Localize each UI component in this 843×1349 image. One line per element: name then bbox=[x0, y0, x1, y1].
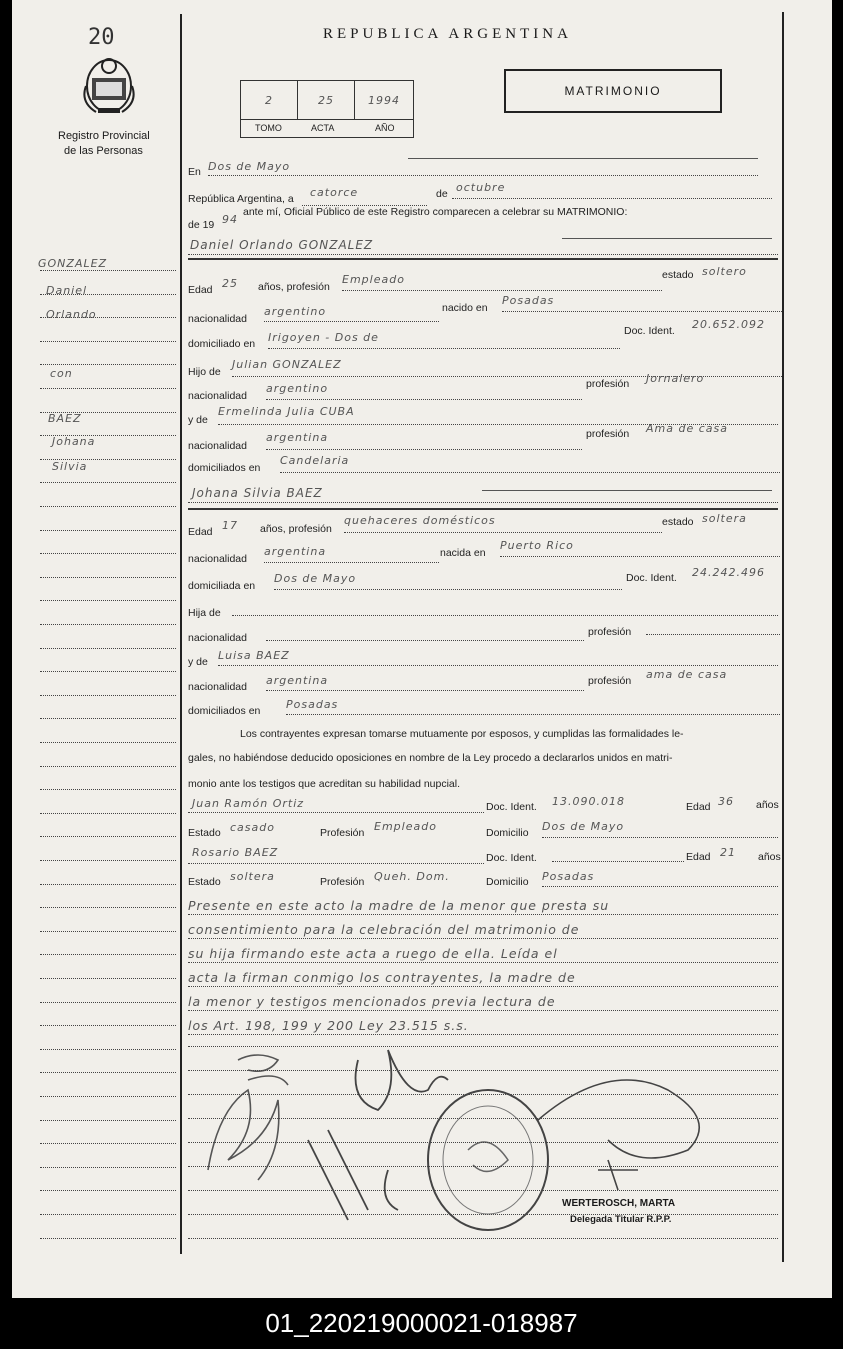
bride-nacida-value: Puerto Rico bbox=[500, 539, 574, 552]
note-line-2: consentimiento para la celebración del matrimonio de bbox=[188, 922, 580, 937]
bride-madre-prof-value: ama de casa bbox=[646, 668, 728, 681]
margin-rule bbox=[40, 766, 176, 767]
bottom-rule bbox=[188, 1070, 778, 1071]
note-line-6: los Art. 198, 199 y 200 Ley 23.515 s.s. bbox=[188, 1018, 469, 1033]
witness1-dom-label: Domicilio bbox=[486, 827, 529, 839]
margin-rule bbox=[40, 1025, 176, 1026]
document-page bbox=[12, 0, 832, 1298]
margin-rule bbox=[40, 1214, 176, 1215]
registry-name-line1: Registro Provincial bbox=[58, 130, 150, 142]
groom-domiciliado-label: domiciliado en bbox=[188, 338, 256, 350]
ano-label: AÑO bbox=[375, 123, 395, 133]
signature-oficial bbox=[538, 1080, 699, 1190]
margin-rule bbox=[40, 1120, 176, 1121]
record-type-label: MATRIMONIO bbox=[564, 84, 662, 98]
note-rule bbox=[188, 938, 778, 939]
margin-rule bbox=[40, 1096, 176, 1097]
groom-padre-value: Julian GONZALEZ bbox=[232, 358, 342, 371]
bride-doc-value: 24.242.496 bbox=[692, 566, 765, 579]
groom-padre-prof-label: profesión bbox=[586, 378, 630, 390]
groom-profesion-value: Empleado bbox=[342, 273, 405, 286]
bottom-rule bbox=[188, 1214, 778, 1215]
bride-profesion-value: quehaceres domésticos bbox=[344, 514, 496, 527]
bride-doc-label: Doc. Ident. bbox=[626, 572, 677, 584]
witness2-estado-label: Estado bbox=[188, 876, 221, 888]
margin-rule bbox=[40, 482, 176, 483]
note-rule bbox=[188, 962, 778, 963]
republica-label: República Argentina, a bbox=[188, 193, 294, 205]
bride-estado-label: estado bbox=[662, 516, 694, 528]
bride-nacionalidad-label: nacionalidad bbox=[188, 553, 247, 565]
margin-rule bbox=[40, 954, 176, 955]
acta-label: ACTA bbox=[311, 123, 335, 133]
groom-madre-prof-value: Ama de casa bbox=[646, 422, 728, 435]
groom-edad-value: 25 bbox=[222, 277, 238, 290]
margin-rule bbox=[40, 341, 176, 342]
bride-padre-prof-label: profesión bbox=[588, 626, 632, 638]
bride-nacionalidad-value: argentina bbox=[264, 545, 327, 558]
witness1-doc-label: Doc. Ident. bbox=[486, 801, 537, 813]
witness2-dom: Posadas bbox=[542, 870, 595, 883]
groom-padre-nac-value: argentino bbox=[266, 382, 329, 395]
bride-domiciliados-value: Posadas bbox=[286, 698, 339, 711]
margin-rule bbox=[40, 294, 176, 295]
groom-estado-value: soltero bbox=[702, 265, 747, 278]
groom-name: Daniel Orlando GONZALEZ bbox=[190, 238, 374, 252]
bride-madre-value: Luisa BAEZ bbox=[218, 649, 290, 662]
margin-rule bbox=[40, 459, 176, 460]
official-name: WERTEROSCH, MARTA bbox=[562, 1198, 676, 1209]
bottom-rule bbox=[188, 1046, 778, 1047]
margin-rule bbox=[40, 695, 176, 696]
mes-value: octubre bbox=[456, 181, 506, 194]
witness1-dom: Dos de Mayo bbox=[542, 820, 625, 833]
bride-madre-prof-label: profesión bbox=[588, 675, 632, 687]
groom-edad-label: Edad bbox=[188, 284, 213, 296]
note-line-5: la menor y testigos mencionados previa lectura de bbox=[188, 994, 556, 1009]
witness1-estado: casado bbox=[230, 821, 275, 834]
declaration-line-1: Los contrayentes expresan tomarse mutuamente por esposos, y cumplidas las formalidades le- bbox=[240, 728, 684, 740]
groom-domicilio-value: Irigoyen - Dos de bbox=[268, 331, 379, 344]
bride-domicilio-value: Dos de Mayo bbox=[274, 572, 357, 585]
margin-rule bbox=[40, 860, 176, 861]
image-id-footer bbox=[0, 1298, 843, 1349]
note-line-4: acta la firman conmigo los contrayentes, la madre de bbox=[188, 970, 576, 985]
margin-rule bbox=[40, 530, 176, 531]
margin-rule bbox=[40, 364, 176, 365]
groom-anos-profesion-label: años, profesión bbox=[258, 281, 330, 293]
dia-value: catorce bbox=[310, 186, 359, 199]
groom-padre-prof-value: Jornalero bbox=[646, 372, 705, 385]
margin-rule bbox=[40, 412, 176, 413]
tomo-label: TOMO bbox=[255, 123, 282, 133]
declaration-line-3: monio ante los testigos que acreditan su habilidad nupcial. bbox=[188, 778, 461, 790]
page-number: 20 bbox=[88, 25, 115, 50]
witness2-edad-label: Edad bbox=[686, 851, 711, 863]
margin-rule bbox=[40, 1072, 176, 1073]
note-line-1: Presente en este acto la madre de la menor que presta su bbox=[188, 898, 610, 913]
de-label: de bbox=[436, 188, 448, 200]
margin-line-3: Orlando bbox=[46, 308, 97, 321]
bride-edad-value: 17 bbox=[222, 519, 238, 532]
margin-rule bbox=[40, 624, 176, 625]
tomo-value: 2 bbox=[241, 81, 298, 119]
groom-yde-label: y de bbox=[188, 414, 208, 426]
margin-rule bbox=[40, 789, 176, 790]
bride-madre-nac-label: nacionalidad bbox=[188, 681, 247, 693]
witness1-name: Juan Ramón Ortiz bbox=[192, 797, 305, 810]
signatures-drawing bbox=[188, 1030, 748, 1260]
tomo-acta-box bbox=[240, 80, 414, 138]
margin-rule bbox=[40, 1143, 176, 1144]
witness2-dom-label: Domicilio bbox=[486, 876, 529, 888]
groom-domiciliados-value: Candelaria bbox=[280, 454, 350, 467]
groom-madre-prof-label: profesión bbox=[586, 428, 630, 440]
groom-madre-nac-value: argentina bbox=[266, 431, 329, 444]
margin-line-1: GONZALEZ bbox=[38, 257, 108, 270]
right-column-rule bbox=[782, 12, 784, 1262]
groom-nacido-value: Posadas bbox=[502, 294, 555, 307]
groom-madre-value: Ermelinda Julia CUBA bbox=[218, 405, 355, 418]
note-rule bbox=[188, 986, 778, 987]
groom-madre-nac-label: nacionalidad bbox=[188, 440, 247, 452]
margin-rule bbox=[40, 1002, 176, 1003]
margin-rule bbox=[40, 907, 176, 908]
margin-rule bbox=[40, 648, 176, 649]
witness1-edad: 36 bbox=[718, 795, 734, 808]
signature-testigo bbox=[308, 1050, 448, 1220]
bride-hija-label: Hija de bbox=[188, 607, 221, 619]
official-title: Delegada Titular R.P.P. bbox=[570, 1214, 672, 1225]
margin-rule bbox=[40, 270, 176, 271]
witness2-prof: Queh. Dom. bbox=[374, 870, 450, 883]
year-prefix: de 19 bbox=[188, 219, 215, 231]
witness2-estado: soltera bbox=[230, 870, 275, 883]
margin-line-4: con bbox=[50, 367, 73, 380]
coat-of-arms-icon bbox=[78, 52, 140, 118]
groom-nacionalidad-label: nacionalidad bbox=[188, 313, 247, 325]
groom-nacionalidad-value: argentino bbox=[264, 305, 327, 318]
bride-madre-nac-value: argentina bbox=[266, 674, 329, 687]
margin-line-7: Silvia bbox=[52, 460, 88, 473]
margin-rule bbox=[40, 931, 176, 932]
note-rule bbox=[188, 914, 778, 915]
margin-rule bbox=[40, 577, 176, 578]
margin-rule bbox=[40, 978, 176, 979]
bride-padre-nac-label: nacionalidad bbox=[188, 632, 247, 644]
margin-rule bbox=[40, 435, 176, 436]
country-title: REPUBLICA ARGENTINA bbox=[323, 26, 572, 42]
left-column-rule bbox=[180, 14, 182, 1254]
margin-rule bbox=[40, 600, 176, 601]
groom-doc-label: Doc. Ident. bbox=[624, 325, 675, 337]
witness1-prof-label: Profesión bbox=[320, 827, 365, 839]
margin-rule bbox=[40, 742, 176, 743]
bride-estado-value: soltera bbox=[702, 512, 747, 525]
margin-rule bbox=[40, 1190, 176, 1191]
witness1-prof: Empleado bbox=[374, 820, 437, 833]
margin-rule bbox=[40, 1049, 176, 1050]
groom-hijo-label: Hijo de bbox=[188, 366, 221, 378]
bottom-rule bbox=[188, 1118, 778, 1119]
witness2-doc-label: Doc. Ident. bbox=[486, 852, 537, 864]
margin-rule bbox=[40, 884, 176, 885]
bride-name: Johana Silvia BAEZ bbox=[192, 486, 323, 500]
margin-rule bbox=[40, 506, 176, 507]
bride-anos-profesion-label: años, profesión bbox=[260, 523, 332, 535]
witness2-name: Rosario BAEZ bbox=[192, 846, 279, 859]
en-label: En bbox=[188, 166, 201, 178]
record-type-box bbox=[504, 69, 722, 113]
margin-line-2: Daniel bbox=[46, 284, 88, 297]
witness2-prof-label: Profesión bbox=[320, 876, 365, 888]
image-id: 01_220219000021-018987 bbox=[265, 1308, 578, 1338]
year-value: 94 bbox=[222, 213, 238, 226]
intro-statement: ante mí, Oficial Público de este Registro comparecen a celebrar su MATRIMONIO: bbox=[243, 206, 628, 218]
margin-rule bbox=[40, 671, 176, 672]
bride-yde-label: y de bbox=[188, 656, 208, 668]
en-value: Dos de Mayo bbox=[208, 160, 291, 173]
declaration-line-2: gales, no habiéndose deducido oposiciones en nombre de la Ley procedo a declararlos unidos en matri- bbox=[188, 752, 673, 764]
groom-padre-nac-label: nacionalidad bbox=[188, 390, 247, 402]
margin-line-6: Johana bbox=[52, 435, 96, 448]
bottom-rule bbox=[188, 1142, 778, 1143]
bottom-rule bbox=[188, 1190, 778, 1191]
groom-nacido-label: nacido en bbox=[442, 302, 488, 314]
bottom-rule bbox=[188, 1238, 778, 1239]
margin-rule bbox=[40, 718, 176, 719]
note-line-3: su hija firmando este acta a ruego de ella. Leída el bbox=[188, 946, 558, 961]
bottom-rule bbox=[188, 1094, 778, 1095]
margin-rule bbox=[40, 317, 176, 318]
margin-line-5: BAEZ bbox=[48, 412, 82, 425]
witness2-anos-label: años bbox=[758, 851, 781, 863]
note-rule bbox=[188, 1010, 778, 1011]
bottom-rule bbox=[188, 1166, 778, 1167]
acta-value: 25 bbox=[298, 81, 355, 119]
bride-nacida-label: nacida en bbox=[440, 547, 486, 559]
witness1-doc: 13.090.018 bbox=[552, 795, 625, 808]
official-seal-icon bbox=[428, 1090, 548, 1230]
bride-domiciliados-label: domiciliados en bbox=[188, 705, 261, 717]
witness1-estado-label: Estado bbox=[188, 827, 221, 839]
margin-rule bbox=[40, 553, 176, 554]
groom-doc-value: 20.652.092 bbox=[692, 318, 765, 331]
ano-value: 1994 bbox=[368, 94, 400, 107]
witness2-edad: 21 bbox=[720, 846, 736, 859]
margin-rule bbox=[40, 1238, 176, 1239]
margin-rule bbox=[40, 1167, 176, 1168]
witness1-anos-label: años bbox=[756, 799, 779, 811]
witness1-edad-label: Edad bbox=[686, 801, 711, 813]
groom-estado-label: estado bbox=[662, 269, 694, 281]
margin-rule bbox=[40, 388, 176, 389]
margin-rule bbox=[40, 813, 176, 814]
bride-edad-label: Edad bbox=[188, 526, 213, 538]
groom-domiciliados-label: domiciliados en bbox=[188, 462, 261, 474]
bride-domiciliada-label: domiciliada en bbox=[188, 580, 256, 592]
margin-rule bbox=[40, 836, 176, 837]
registry-name-line2: de las Personas bbox=[64, 145, 143, 157]
